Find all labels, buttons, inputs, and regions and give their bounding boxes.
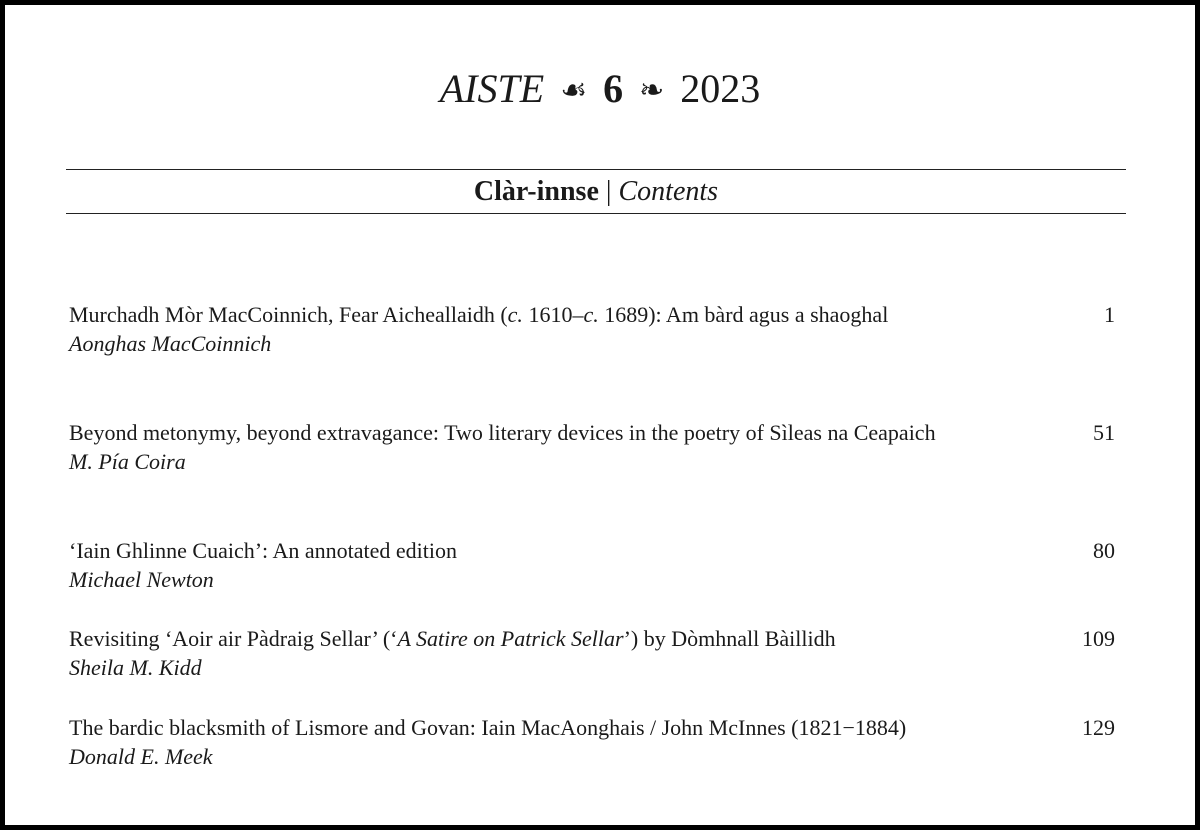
contents-heading-english: Contents [618, 176, 719, 207]
entry-title-circa: c. [583, 302, 599, 327]
entry-page-number: 1 [1104, 302, 1115, 327]
entry-title: Beyond metonymy, beyond extravagance: Two literary devices in the poetry of Sìleas na Ceapaich [69, 420, 936, 445]
fleuron-right-icon: ❧ [639, 74, 665, 107]
entry-author: Michael Newton [69, 567, 214, 592]
toc-entry[interactable] [69, 713, 1119, 771]
entry-title-text: 1610– [522, 302, 584, 327]
journal-volume: 6 [603, 66, 624, 111]
fleuron-left-icon: ☙ [560, 74, 588, 107]
toc-entry[interactable] [69, 536, 1119, 594]
entry-author: Donald E. Meek [69, 744, 213, 769]
toc-entry[interactable] [69, 300, 1119, 358]
entry-page-number: 80 [1093, 538, 1115, 563]
divider-top [66, 169, 1126, 170]
entry-title-text: 1689): Am bàrd agus a shaoghal [598, 302, 889, 327]
entry-author: Aonghas MacCoinnich [69, 331, 272, 356]
toc-entry[interactable] [69, 624, 1119, 682]
contents-heading-gaelic: Clàr-innse [473, 176, 599, 207]
toc-entry[interactable] [69, 418, 1119, 476]
entry-page-number: 129 [1082, 715, 1115, 740]
journal-year: 2023 [680, 66, 761, 111]
contents-heading-separator: | [605, 176, 612, 207]
entry-title-circa: c. [507, 302, 523, 327]
entry-title: The bardic blacksmith of Lismore and Govan: Iain MacAonghais / John McInnes (1821−1884) [69, 715, 907, 740]
contents-heading [66, 173, 1126, 211]
entry-title-text: Revisiting ‘Aoir air Pàdraig Sellar’ (‘ [69, 626, 398, 651]
entry-title-text: Murchadh Mòr MacCoinnich, Fear Aicheallaidh ( [69, 302, 508, 327]
entry-title [69, 300, 956, 329]
entry-author: M. Pía Coira [69, 449, 186, 474]
entry-page-number: 51 [1093, 420, 1115, 445]
journal-title: AISTE [439, 66, 545, 111]
entry-title-text: ’) by Dòmhnall Bàillidh [623, 626, 836, 651]
journal-header [5, 65, 1195, 115]
entry-title: ‘Iain Ghlinne Cuaich’: An annotated edition [69, 538, 457, 563]
entry-title [69, 624, 956, 653]
divider-bottom [66, 213, 1126, 214]
entry-author: Sheila M. Kidd [69, 655, 202, 680]
entry-page-number: 109 [1082, 626, 1115, 651]
entry-title-italic: A Satire on Patrick Sellar [397, 626, 624, 651]
